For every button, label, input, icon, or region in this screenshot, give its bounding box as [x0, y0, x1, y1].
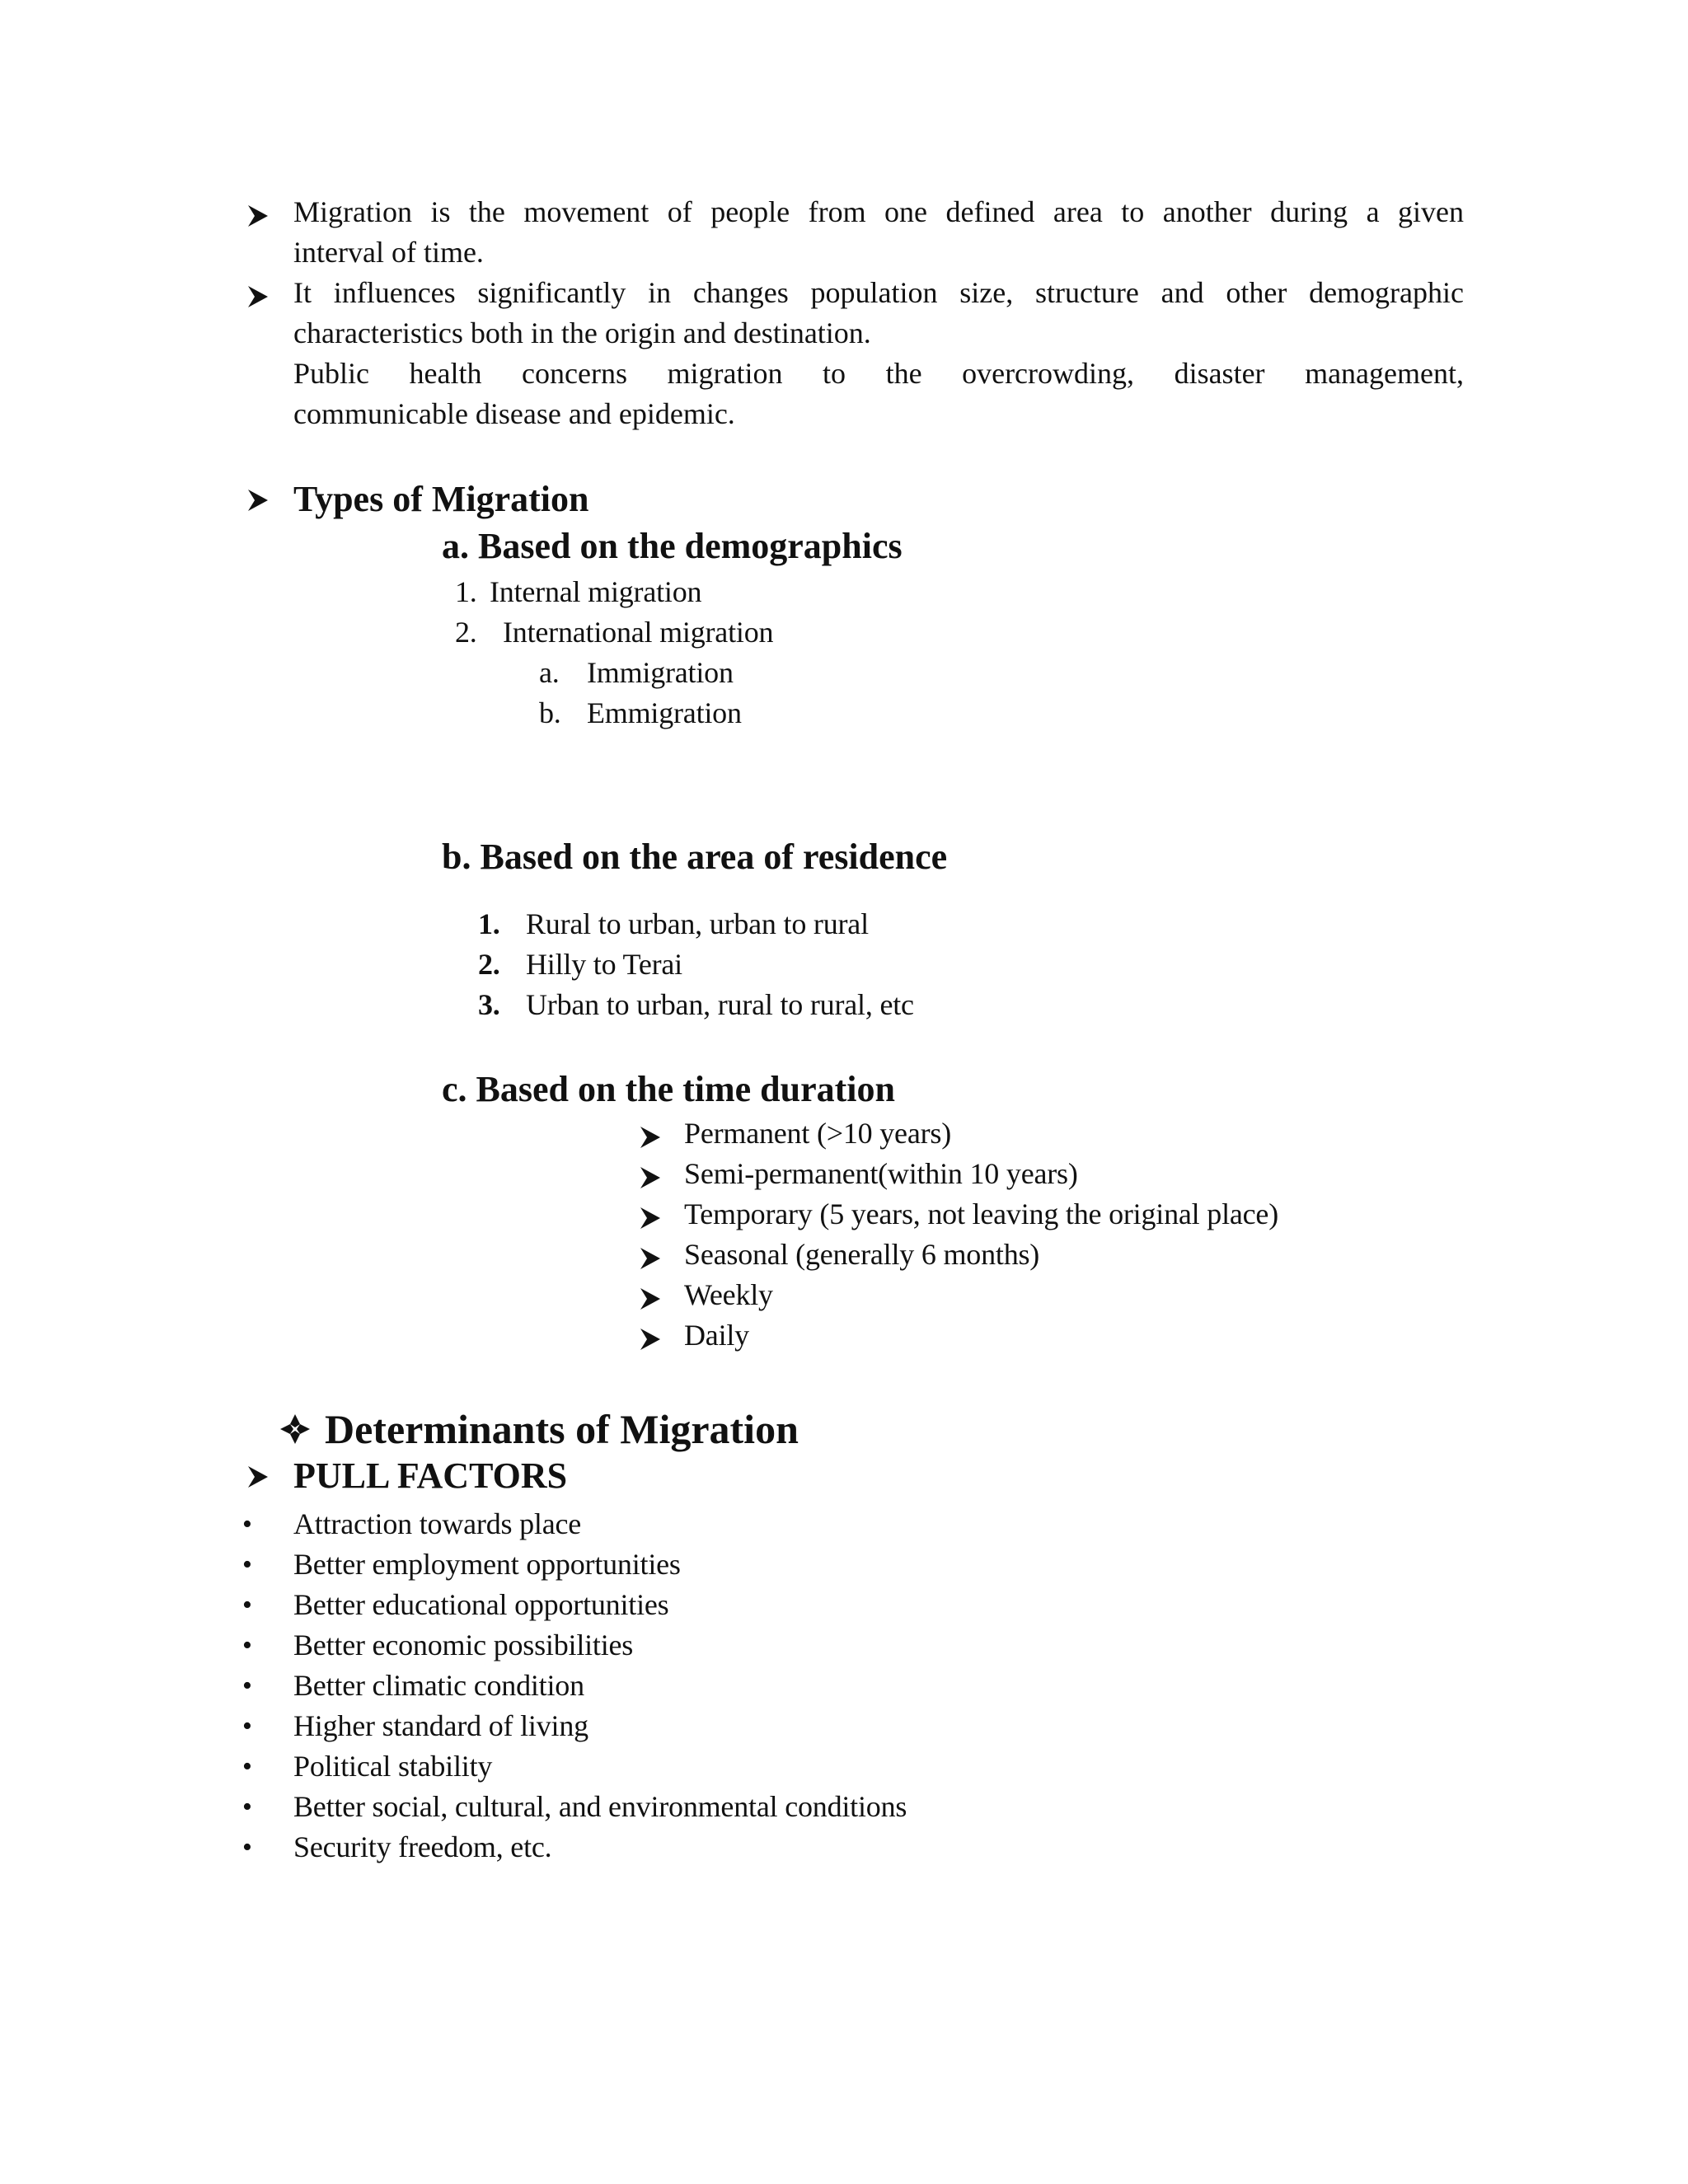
arrow-bullet-icon — [638, 1246, 663, 1271]
intro-paragraph-1-line-2: interval of time. — [293, 236, 484, 269]
bullet-dot-icon: • — [242, 1509, 252, 1540]
section-a-subitem-b-letter: b. — [539, 696, 561, 729]
arrow-bullet-icon — [246, 204, 270, 228]
pull-factor-item: Security freedom, etc. — [293, 1830, 552, 1863]
section-b-item-3-label: Urban to urban, rural to rural, etc — [526, 988, 914, 1021]
pull-factor-item: Higher standard of living — [293, 1709, 588, 1742]
arrow-bullet-icon — [638, 1165, 663, 1190]
pull-factors-heading: PULL FACTORS — [293, 1455, 568, 1496]
pull-factor-item: Better economic possibilities — [293, 1629, 634, 1661]
bullet-dot-icon: • — [242, 1751, 252, 1782]
bullet-dot-icon: • — [242, 1590, 252, 1620]
pull-factor-item: Better climatic condition — [293, 1669, 584, 1702]
section-c-item-6: Daily — [684, 1319, 749, 1352]
section-c-heading: c. Based on the time duration — [442, 1069, 895, 1109]
types-heading: Types of Migration — [293, 479, 589, 519]
arrow-bullet-icon — [246, 1465, 270, 1489]
pull-factor-item: Better employment opportunities — [293, 1548, 681, 1581]
section-c-item-1: Permanent (>10 years) — [684, 1117, 951, 1150]
section-a-heading: a. Based on the demographics — [442, 526, 903, 566]
bullet-dot-icon: • — [242, 1671, 252, 1701]
arrow-bullet-icon — [638, 1327, 663, 1352]
section-a-item-1-label: Internal migration — [490, 575, 702, 608]
section-a-subitem-a-label: Immigration — [587, 656, 734, 689]
intro-paragraph-1-line-1: Migration is the movement of people from one defined area to another during a given — [293, 195, 1464, 228]
section-c-item-4: Seasonal (generally 6 months) — [684, 1238, 1040, 1271]
arrow-bullet-icon — [246, 284, 270, 309]
diamond-bullet-icon — [279, 1413, 312, 1446]
arrow-bullet-icon — [638, 1286, 663, 1311]
section-c-item-2: Semi-permanent(within 10 years) — [684, 1157, 1078, 1190]
pull-factor-item: Political stability — [293, 1750, 493, 1783]
section-b-item-2-number: 2. — [478, 948, 500, 981]
section-b-item-3-number: 3. — [478, 988, 500, 1021]
section-a-item-2-number: 2. — [455, 616, 477, 649]
section-a-item-1-number: 1. — [455, 575, 477, 608]
intro-paragraph-2-line-2: characteristics both in the origin and destination. — [293, 316, 871, 349]
bullet-dot-icon: • — [242, 1549, 252, 1580]
pull-factor-item: Attraction towards place — [293, 1507, 582, 1540]
intro-paragraph-3-line-1: Public health concerns migration to the overcrowding, disaster management, — [293, 357, 1464, 390]
bullet-dot-icon: • — [242, 1630, 252, 1661]
arrow-bullet-icon — [638, 1206, 663, 1230]
section-b-item-2-label: Hilly to Terai — [526, 948, 682, 981]
section-c-item-5: Weekly — [684, 1278, 773, 1311]
pull-factor-item: Better educational opportunities — [293, 1588, 669, 1621]
section-b-item-1-label: Rural to urban, urban to rural — [526, 907, 869, 940]
bullet-dot-icon: • — [242, 1711, 252, 1741]
section-c-item-3: Temporary (5 years, not leaving the original place) — [684, 1197, 1278, 1230]
arrow-bullet-icon — [246, 488, 270, 513]
section-a-subitem-b-label: Emmigration — [587, 696, 742, 729]
section-b-item-1-number: 1. — [478, 907, 500, 940]
intro-paragraph-3-line-2: communicable disease and epidemic. — [293, 397, 735, 430]
determinants-heading: Determinants of Migration — [325, 1406, 799, 1452]
bullet-dot-icon: • — [242, 1792, 252, 1822]
section-a-item-2-label: International migration — [503, 616, 774, 649]
section-a-subitem-a-letter: a. — [539, 656, 560, 689]
intro-paragraph-2-line-1: It influences significantly in changes population size, structure and other demographic — [293, 276, 1464, 309]
arrow-bullet-icon — [638, 1125, 663, 1150]
section-b-heading: b. Based on the area of residence — [442, 837, 948, 877]
bullet-dot-icon: • — [242, 1832, 252, 1863]
pull-factor-item: Better social, cultural, and environmental conditions — [293, 1790, 907, 1823]
